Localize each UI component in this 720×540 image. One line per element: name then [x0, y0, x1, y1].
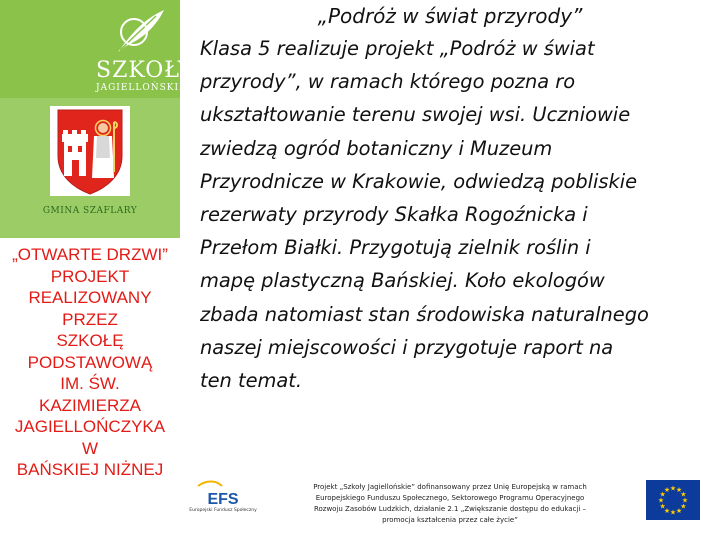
feather-icon [112, 6, 170, 56]
body-line: Przełom Białki. Przygotują zielnik roślin i [200, 236, 591, 260]
sidebar-title-line: REALIZOWANY [28, 288, 152, 307]
body-line: zwiedzą ogród botaniczny i Muzeum [200, 136, 553, 160]
body-line: Przyrodnicze w Krakowie, odwiedzą pobliskie [200, 169, 638, 193]
sidebar-title-line: W [81, 438, 99, 458]
sidebar-title-line: PROJEKT [50, 266, 130, 286]
body-line: zbada natomiast stan środowiska naturalnego [200, 302, 649, 326]
funding-note-line: Projekt „Szkoły Jagiellońskie” dofinansowany przez Unię Europejską w ramach [313, 483, 587, 491]
page-title: „Podróż w świat przyrody” [317, 4, 583, 28]
eu-star-icon: ★ [680, 490, 687, 499]
eu-star-icon: ★ [680, 502, 687, 511]
funding-note [280, 482, 620, 526]
eu-flag-icon [646, 480, 700, 520]
main-body-text [200, 32, 712, 397]
logo-text-small: JAGIELLOŃSKIE [96, 83, 187, 93]
body-line: rezerwaty przyrody Skałka Rogoźnicka i [200, 203, 588, 227]
body-line: naszej miejscowości i przygotuje raport na [200, 335, 614, 359]
coat-of-arms-frame [50, 106, 130, 196]
body-line: mapę plastyczną Bańskiej. Koło ekologów [200, 269, 605, 293]
efs-label: EFS [207, 491, 239, 508]
szkoly-jagiellonskie-logo [0, 0, 194, 98]
eu-star-icon: ★ [681, 496, 689, 505]
eu-star-icon: ★ [669, 484, 677, 493]
sidebar-title-line: PODSTAWOWĄ [27, 352, 153, 372]
funding-note-line: promocja kształcenia przez całe życie” [382, 516, 518, 524]
gmina-label: GMINA SZAFLARY [42, 206, 138, 216]
eu-star-icon: ★ [675, 486, 683, 495]
logo-text-big: SZKOŁY [96, 58, 194, 83]
eu-star-icon: ★ [669, 508, 677, 517]
sidebar [0, 0, 194, 540]
sidebar-title-line: JAGIELLOŃCZYKA [14, 417, 166, 436]
body-line: przyrody”, w ramach którego pozna ro [200, 70, 576, 94]
efs-caption: Europejski Fundusz Społeczny [189, 508, 257, 513]
eu-star-icon: ★ [663, 506, 671, 515]
funding-note-line: Rozwoju Zasobów Ludzkich, działanie 2.1 „Zwiększanie dostępu do edukacji – [313, 505, 587, 513]
eu-star-icon: ★ [659, 502, 666, 511]
sidebar-title-line: „OTWARTE DRZWI” [12, 245, 168, 264]
sidebar-title-line: IM. ŚW. [60, 374, 120, 393]
sidebar-title-line: BAŃSKIEJ NIŻNEJ [16, 460, 164, 479]
sidebar-title-line: PRZEZ [62, 309, 118, 329]
sidebar-project-title [0, 244, 180, 481]
funding-note-line: Europejskiego Funduszu Społecznego, Sektorowego Programu Operacyjnego [315, 494, 585, 502]
eu-star-icon: ★ [663, 486, 671, 495]
coat-of-arms-icon [50, 106, 130, 196]
eu-star-icon: ★ [675, 506, 683, 515]
body-line: ukształtowanie terenu swojej wsi. Uczniowie [200, 103, 631, 127]
body-line: ten temat. [200, 369, 303, 393]
eu-star-icon: ★ [659, 490, 666, 499]
sidebar-title-line: KAZIMIERZA [38, 395, 141, 415]
sidebar-title-line: SZKOŁĘ [56, 331, 124, 350]
body-line: Klasa 5 realizuje projekt „Podróż w świat [200, 37, 595, 60]
efs-logo-icon [188, 478, 258, 520]
eu-star-icon: ★ [657, 496, 665, 505]
